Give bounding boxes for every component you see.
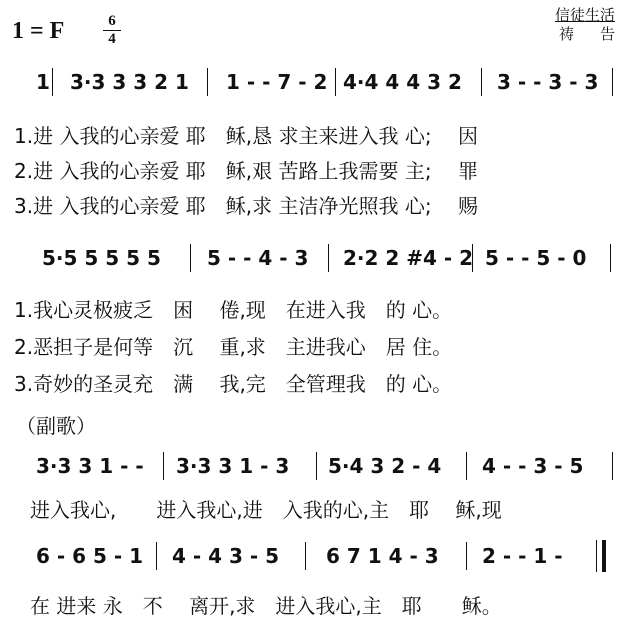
verse-1-line: 1.进 入我的心亲爱 耶 稣,恳 求主来进入我 心; 因 xyxy=(14,124,478,148)
measure-2: 1 - - 7 - 2 xyxy=(226,70,328,94)
barline xyxy=(466,542,467,570)
measure-7: 2·2 2 #4 - 2 xyxy=(343,246,474,270)
final-barline-thin xyxy=(596,540,597,572)
measure-5: 5·5 5 5 5 5 xyxy=(42,246,161,270)
category-line-1: 信徒生活 xyxy=(554,6,615,24)
measure-12: 4 - - 3 - 5 xyxy=(482,454,584,478)
barline xyxy=(305,542,306,570)
barline xyxy=(316,452,317,480)
measure-11: 5·4 3 2 - 4 xyxy=(328,454,442,478)
barline xyxy=(190,244,191,272)
barline xyxy=(52,68,53,96)
barline xyxy=(466,452,467,480)
measure-6: 5 - - 4 - 3 xyxy=(207,246,309,270)
verse-3-line: 3.奇妙的圣灵充 满 我,完 全管理我 的 心。 xyxy=(14,372,453,396)
barline xyxy=(207,68,208,96)
measure-3: 4·4 4 4 3 2 xyxy=(343,70,462,94)
barline xyxy=(481,68,482,96)
time-signature-bottom: 4 xyxy=(108,31,116,47)
key-signature: 1 = F xyxy=(12,18,65,44)
barline xyxy=(328,244,329,272)
verse-1-line: 1.我心灵极疲乏 困 倦,现 在进入我 的 心。 xyxy=(14,298,453,322)
category-line-2: 祷告 xyxy=(558,25,641,43)
measure-13: 6 - 6 5 - 1 xyxy=(36,544,144,568)
barline xyxy=(612,68,613,96)
verse-2-line: 2.进 入我的心亲爱 耶 稣,艰 苦路上我需要 主; 罪 xyxy=(14,159,478,183)
time-signature-top: 6 xyxy=(108,13,116,29)
barline xyxy=(156,542,157,570)
chorus-lyrics-1: 进入我心, 进入我心,进 入我的心,主 耶 稣,现 xyxy=(30,498,502,522)
measure-8: 5 - - 5 - 0 xyxy=(485,246,587,270)
measure-10: 3·3 3 1 - 3 xyxy=(176,454,290,478)
barline xyxy=(612,452,613,480)
barline xyxy=(335,68,336,96)
measure-1: 3·3 3 3 2 1 xyxy=(70,70,189,94)
verse-2-line: 2.恶担子是何等 沉 重,求 主进我心 居 住。 xyxy=(14,335,453,359)
barline xyxy=(610,244,611,272)
chorus-lyrics-2: 在 进来 永 不 离开,求 进入我心,主 耶 稣。 xyxy=(30,594,502,618)
time-signature xyxy=(103,14,121,47)
measure-15: 6 7 1 4 - 3 xyxy=(326,544,439,568)
barline xyxy=(472,244,473,272)
verse-3-line: 3.进 入我的心亲爱 耶 稣,求 主洁净光照我 心; 赐 xyxy=(14,194,478,218)
pickup-note: 1 xyxy=(36,70,50,94)
chorus-label: （副歌） xyxy=(16,414,96,438)
measure-9: 3·3 3 1 - - xyxy=(36,454,144,478)
measure-16: 2 - - 1 - xyxy=(482,544,563,568)
measure-4: 3 - - 3 - 3 xyxy=(497,70,599,94)
measure-14: 4 - 4 3 - 5 xyxy=(172,544,280,568)
final-barline-thick xyxy=(602,540,606,572)
barline xyxy=(163,452,164,480)
